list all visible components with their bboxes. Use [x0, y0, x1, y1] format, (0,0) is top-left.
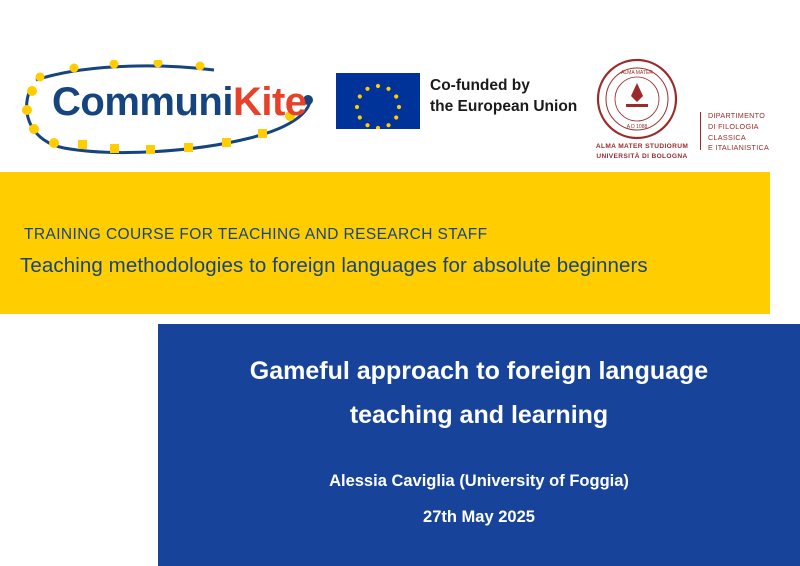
communikite-name-part2: Kite: [232, 80, 307, 124]
talk-title-line1: Gameful approach to foreign language: [249, 357, 709, 385]
unibo-name-line2: UNIVERSITÀ DI BOLOGNA: [596, 152, 688, 160]
eu-funding-logo: [336, 70, 576, 138]
communikite-wordmark: [52, 80, 307, 125]
course-band: [0, 172, 770, 314]
unibo-dept-line1: DIPARTIMENTO: [708, 111, 766, 120]
talk-title-line2: teaching and learning: [349, 400, 609, 429]
unibo-department: [708, 111, 798, 154]
eu-funding-line1: Co-funded by: [430, 77, 530, 94]
communikite-name-part1: Communi: [52, 80, 233, 124]
svg-text:ALMA MATER: ALMA MATER: [621, 70, 653, 76]
svg-text:A D 1088: A D 1088: [626, 124, 648, 130]
talk-date: 27th May 2025: [423, 508, 535, 526]
talk-title: [158, 350, 800, 438]
slide-header: [0, 0, 800, 172]
eu-flag-icon: [336, 73, 420, 129]
course-kicker: TRAINING COURSE FOR TEACHING AND RESEARCH STAFF: [24, 226, 488, 243]
eu-funding-text: [430, 76, 577, 118]
unibo-name: [588, 142, 696, 161]
communikite-logo: [18, 60, 318, 155]
unibo-divider: [700, 112, 701, 150]
talk-band: [158, 324, 800, 566]
course-title: Teaching methodologies to foreign languages for absolute beginners: [20, 254, 648, 277]
unibo-dept-line3: E ITALIANISTICA: [708, 143, 770, 153]
unibo-seal-icon: [596, 58, 678, 140]
unibo-dept-line2: DI FILOLOGIA CLASSICA: [708, 121, 759, 142]
unibo-logo: [588, 58, 788, 158]
unibo-name-line1: ALMA MATER STUDIORUM: [595, 143, 689, 150]
talk-speaker: Alessia Caviglia (University of Foggia): [329, 472, 629, 490]
eu-funding-line2: the European Union: [430, 97, 578, 115]
